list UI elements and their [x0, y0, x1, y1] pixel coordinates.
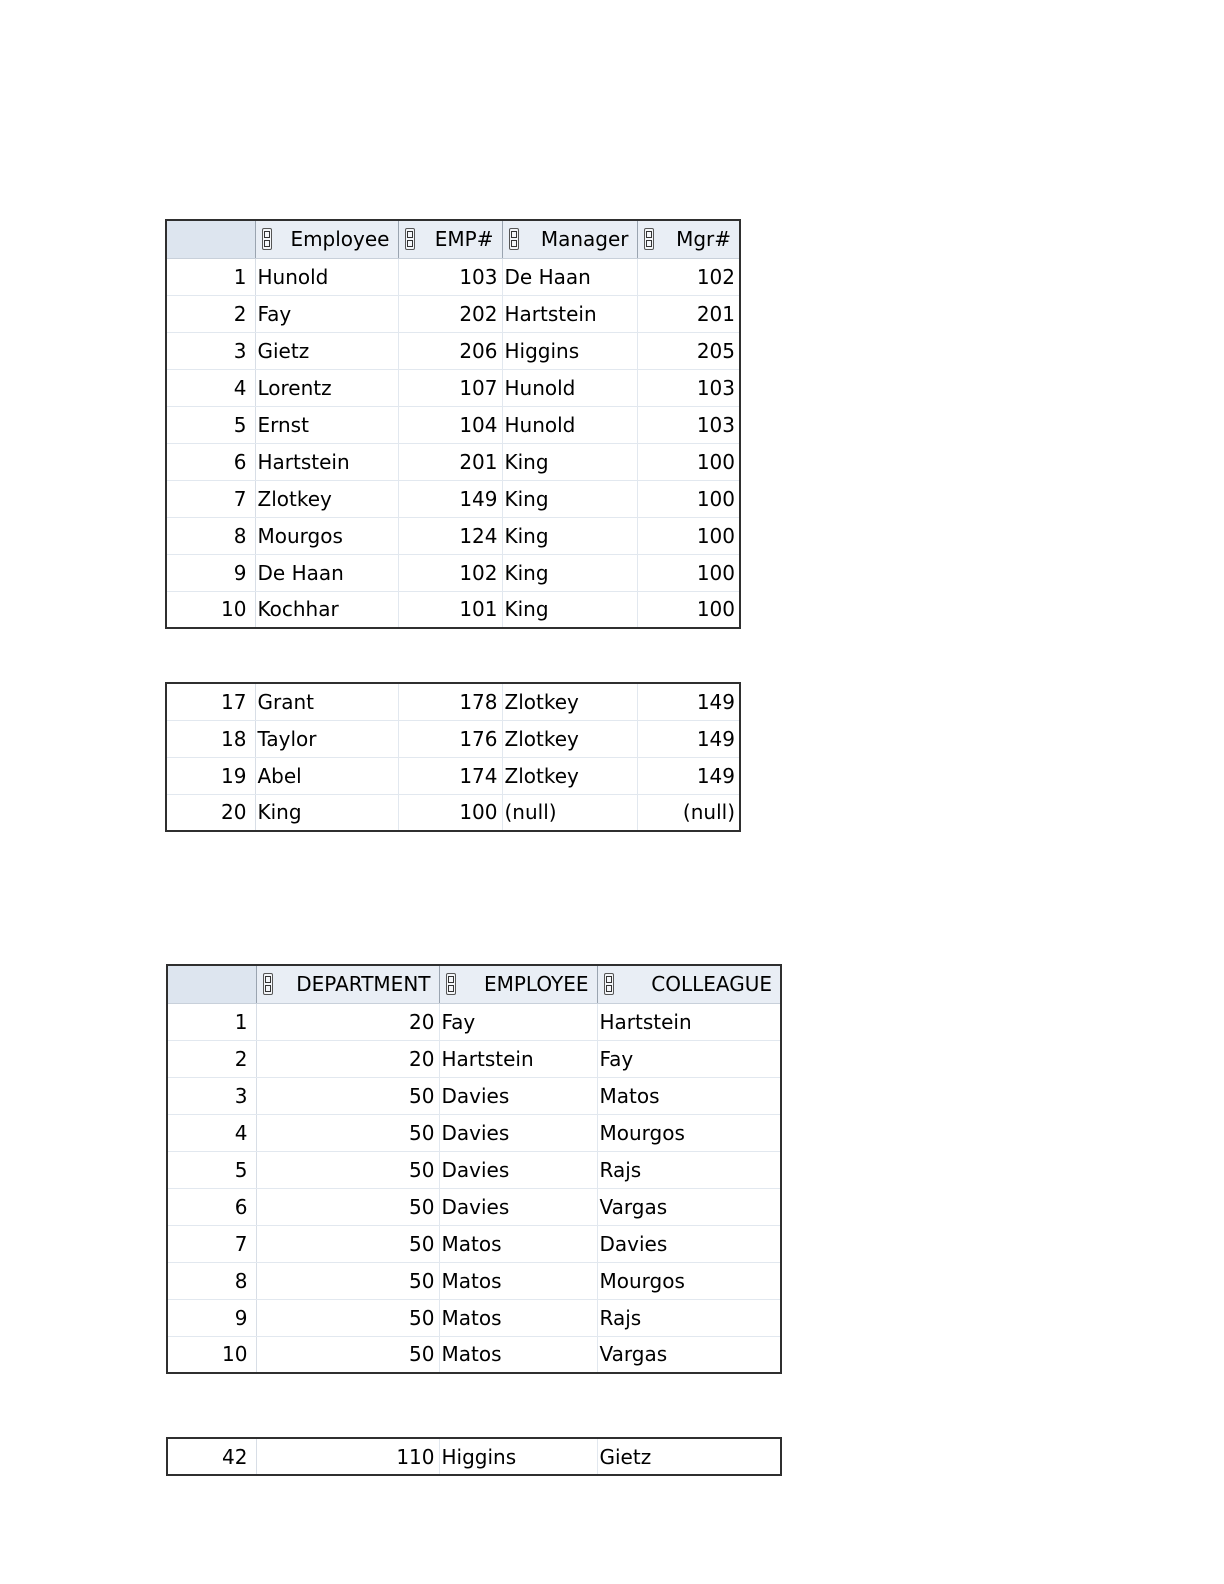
cell-colleague[interactable]: Vargas — [597, 1188, 781, 1225]
table-row[interactable] — [166, 591, 740, 628]
table-row[interactable] — [166, 517, 740, 554]
cell-colleague[interactable]: Fay — [597, 1040, 781, 1077]
column-header-manager[interactable]: Manager — [502, 220, 637, 258]
row-number: 8 — [167, 1262, 256, 1299]
cell-colleague[interactable]: Mourgos — [597, 1114, 781, 1151]
row-number: 10 — [167, 1336, 256, 1373]
cell-mgr-number[interactable]: 102 — [637, 258, 740, 295]
sort-icon[interactable] — [263, 973, 273, 995]
cell-mgr-number[interactable]: 100 — [637, 554, 740, 591]
row-number: 6 — [166, 443, 255, 480]
row-number: 17 — [166, 683, 255, 720]
cell-manager[interactable]: Zlotkey — [502, 683, 637, 720]
cell-mgr-number[interactable]: 149 — [637, 757, 740, 794]
table-row[interactable] — [167, 1262, 781, 1299]
row-number: 5 — [167, 1151, 256, 1188]
grid-header-row — [166, 220, 740, 258]
cell-employee[interactable]: Taylor — [255, 720, 398, 757]
table-row[interactable] — [167, 1077, 781, 1114]
row-number: 8 — [166, 517, 255, 554]
cell-employee[interactable]: Matos — [439, 1299, 597, 1336]
column-header-colleague[interactable]: COLLEAGUE — [597, 965, 781, 1003]
cell-colleague[interactable]: Gietz — [597, 1438, 781, 1475]
cell-employee[interactable]: De Haan — [255, 554, 398, 591]
cell-mgr-number[interactable]: 100 — [637, 443, 740, 480]
table-row[interactable] — [166, 480, 740, 517]
cell-employee[interactable]: Hartstein — [439, 1040, 597, 1077]
cell-employee[interactable]: Davies — [439, 1114, 597, 1151]
sort-icon[interactable] — [604, 973, 614, 995]
employee-manager-grid — [165, 219, 741, 629]
cell-department[interactable]: 110 — [256, 1438, 439, 1475]
department-colleague-grid-continued — [166, 1437, 782, 1476]
table-row[interactable] — [166, 369, 740, 406]
cell-manager[interactable]: King — [502, 591, 637, 628]
table-row[interactable] — [166, 258, 740, 295]
table-row[interactable] — [167, 1003, 781, 1040]
cell-employee[interactable]: Abel — [255, 757, 398, 794]
cell-employee[interactable]: Hunold — [255, 258, 398, 295]
row-number: 7 — [166, 480, 255, 517]
cell-emp-number[interactable]: 103 — [398, 258, 502, 295]
column-header-employee[interactable]: EMPLOYEE — [439, 965, 597, 1003]
table-row[interactable] — [166, 794, 740, 831]
cell-emp-number[interactable]: 201 — [398, 443, 502, 480]
cell-employee[interactable]: Kochhar — [255, 591, 398, 628]
cell-emp-number[interactable]: 101 — [398, 591, 502, 628]
sort-icon[interactable] — [509, 228, 519, 250]
department-colleague-grid — [166, 964, 782, 1374]
table-row[interactable] — [167, 1040, 781, 1077]
cell-employee[interactable]: Mourgos — [255, 517, 398, 554]
cell-emp-number[interactable]: 178 — [398, 683, 502, 720]
table-row[interactable] — [166, 443, 740, 480]
cell-employee[interactable]: Fay — [255, 295, 398, 332]
row-number: 7 — [167, 1225, 256, 1262]
cell-mgr-number[interactable]: 100 — [637, 480, 740, 517]
cell-employee[interactable]: Matos — [439, 1336, 597, 1373]
cell-manager[interactable]: Zlotkey — [502, 720, 637, 757]
table-row[interactable] — [166, 295, 740, 332]
cell-emp-number[interactable]: 100 — [398, 794, 502, 831]
column-header-department[interactable]: DEPARTMENT — [256, 965, 439, 1003]
sort-icon[interactable] — [405, 228, 415, 250]
employee-manager-grid-continued — [165, 682, 741, 832]
table-row[interactable] — [167, 1299, 781, 1336]
cell-colleague[interactable]: Matos — [597, 1077, 781, 1114]
cell-employee[interactable]: Zlotkey — [255, 480, 398, 517]
grid-header-row — [167, 965, 781, 1003]
cell-manager[interactable]: King — [502, 443, 637, 480]
cell-department[interactable]: 50 — [256, 1299, 439, 1336]
cell-mgr-number[interactable]: 149 — [637, 720, 740, 757]
cell-manager[interactable]: Hartstein — [502, 295, 637, 332]
cell-mgr-number[interactable]: 201 — [637, 295, 740, 332]
cell-employee[interactable]: Grant — [255, 683, 398, 720]
cell-manager[interactable]: Hunold — [502, 406, 637, 443]
cell-manager[interactable]: Higgins — [502, 332, 637, 369]
cell-employee[interactable]: Matos — [439, 1262, 597, 1299]
row-number: 3 — [166, 332, 255, 369]
row-number: 3 — [167, 1077, 256, 1114]
row-number: 2 — [166, 295, 255, 332]
cell-manager[interactable]: King — [502, 554, 637, 591]
cell-manager[interactable]: Hunold — [502, 369, 637, 406]
cell-mgr-number[interactable]: 205 — [637, 332, 740, 369]
cell-employee[interactable]: Matos — [439, 1225, 597, 1262]
cell-department[interactable]: 20 — [256, 1040, 439, 1077]
cell-manager[interactable]: King — [502, 480, 637, 517]
table-row[interactable] — [167, 1188, 781, 1225]
row-number: 42 — [167, 1438, 256, 1475]
cell-department[interactable]: 50 — [256, 1077, 439, 1114]
table-row[interactable] — [167, 1151, 781, 1188]
cell-emp-number[interactable]: 107 — [398, 369, 502, 406]
cell-department[interactable]: 50 — [256, 1262, 439, 1299]
cell-employee[interactable]: Gietz — [255, 332, 398, 369]
cell-department[interactable]: 50 — [256, 1336, 439, 1373]
cell-emp-number[interactable]: 124 — [398, 517, 502, 554]
cell-emp-number[interactable]: 206 — [398, 332, 502, 369]
table-row[interactable] — [166, 332, 740, 369]
cell-colleague[interactable]: Hartstein — [597, 1003, 781, 1040]
cell-employee[interactable]: Davies — [439, 1188, 597, 1225]
cell-colleague[interactable]: Rajs — [597, 1151, 781, 1188]
column-header-emp-number[interactable]: EMP# — [398, 220, 502, 258]
cell-employee[interactable]: Fay — [439, 1003, 597, 1040]
cell-emp-number[interactable]: 149 — [398, 480, 502, 517]
cell-mgr-number[interactable]: (null) — [637, 794, 740, 831]
row-number: 1 — [167, 1003, 256, 1040]
cell-mgr-number[interactable]: 103 — [637, 406, 740, 443]
cell-employee[interactable]: Davies — [439, 1151, 597, 1188]
column-header-employee[interactable]: Employee — [255, 220, 398, 258]
cell-employee[interactable]: Hartstein — [255, 443, 398, 480]
table-row[interactable] — [167, 1336, 781, 1373]
cell-mgr-number[interactable]: 149 — [637, 683, 740, 720]
table-row[interactable] — [167, 1438, 781, 1475]
table-row[interactable] — [167, 1225, 781, 1262]
cell-manager[interactable]: Zlotkey — [502, 757, 637, 794]
sort-icon[interactable] — [644, 228, 654, 250]
row-number: 10 — [166, 591, 255, 628]
cell-department[interactable]: 50 — [256, 1114, 439, 1151]
row-number: 9 — [167, 1299, 256, 1336]
cell-emp-number[interactable]: 174 — [398, 757, 502, 794]
column-header-mgr-number[interactable]: Mgr# — [637, 220, 740, 258]
row-number: 4 — [166, 369, 255, 406]
cell-department[interactable]: 50 — [256, 1225, 439, 1262]
row-number: 18 — [166, 720, 255, 757]
cell-department[interactable]: 50 — [256, 1151, 439, 1188]
row-number: 2 — [167, 1040, 256, 1077]
cell-mgr-number[interactable]: 100 — [637, 591, 740, 628]
table-row[interactable] — [166, 757, 740, 794]
row-number: 4 — [167, 1114, 256, 1151]
table-row[interactable] — [166, 554, 740, 591]
cell-manager[interactable]: King — [502, 517, 637, 554]
sort-icon[interactable] — [262, 228, 272, 250]
cell-employee[interactable]: Lorentz — [255, 369, 398, 406]
sort-icon[interactable] — [446, 973, 456, 995]
cell-emp-number[interactable]: 102 — [398, 554, 502, 591]
row-number: 6 — [167, 1188, 256, 1225]
table-row[interactable] — [166, 720, 740, 757]
cell-colleague[interactable]: Rajs — [597, 1299, 781, 1336]
table-row[interactable] — [167, 1114, 781, 1151]
table-row[interactable] — [166, 683, 740, 720]
cell-mgr-number[interactable]: 100 — [637, 517, 740, 554]
row-number: 1 — [166, 258, 255, 295]
cell-employee[interactable]: Davies — [439, 1077, 597, 1114]
cell-employee[interactable]: King — [255, 794, 398, 831]
row-number: 19 — [166, 757, 255, 794]
cell-emp-number[interactable]: 176 — [398, 720, 502, 757]
cell-manager[interactable]: (null) — [502, 794, 637, 831]
cell-employee[interactable]: Ernst — [255, 406, 398, 443]
cell-emp-number[interactable]: 104 — [398, 406, 502, 443]
table-row[interactable] — [166, 406, 740, 443]
row-number-header — [167, 965, 256, 1003]
cell-colleague[interactable]: Davies — [597, 1225, 781, 1262]
cell-department[interactable]: 50 — [256, 1188, 439, 1225]
cell-manager[interactable]: De Haan — [502, 258, 637, 295]
cell-colleague[interactable]: Vargas — [597, 1336, 781, 1373]
cell-mgr-number[interactable]: 103 — [637, 369, 740, 406]
cell-colleague[interactable]: Mourgos — [597, 1262, 781, 1299]
cell-department[interactable]: 20 — [256, 1003, 439, 1040]
cell-emp-number[interactable]: 202 — [398, 295, 502, 332]
row-number: 5 — [166, 406, 255, 443]
row-number: 20 — [166, 794, 255, 831]
cell-employee[interactable]: Higgins — [439, 1438, 597, 1475]
row-number-header — [166, 220, 255, 258]
row-number: 9 — [166, 554, 255, 591]
